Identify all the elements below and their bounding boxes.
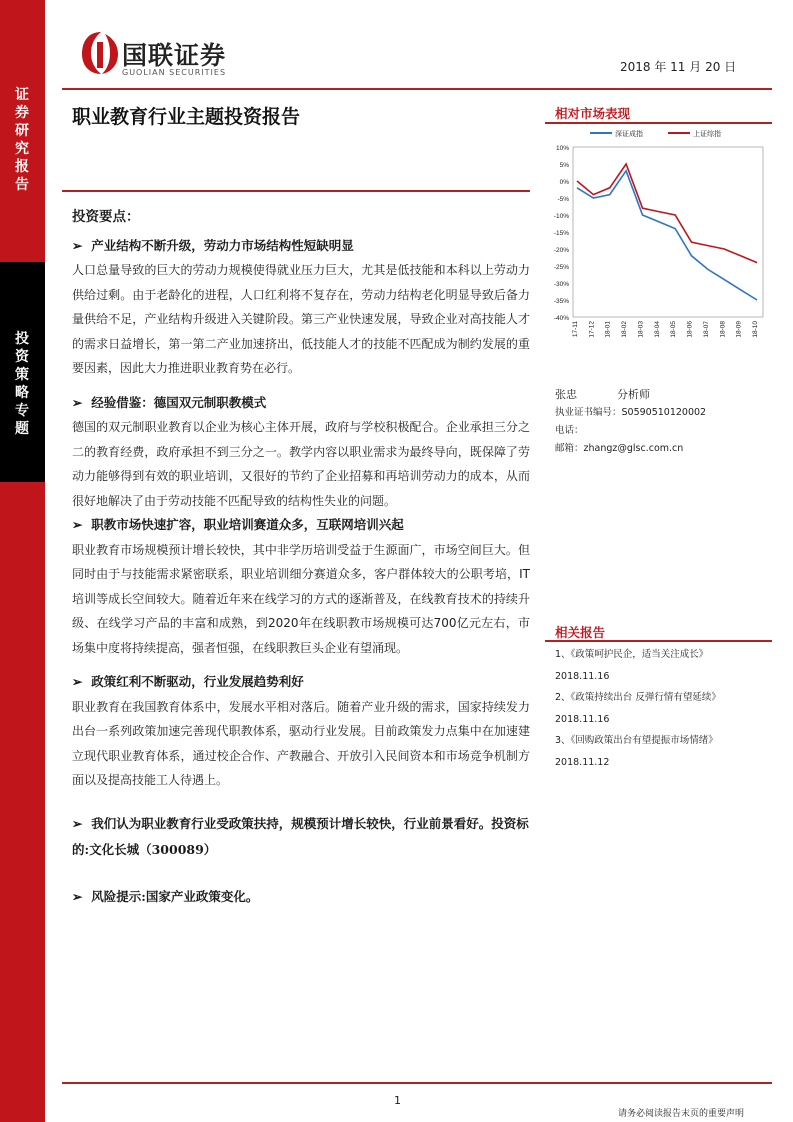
- section-heading: [72, 234, 530, 259]
- legend-label: 上证综指: [693, 130, 721, 138]
- bullet-icon: ➢: [72, 674, 83, 689]
- analyst-email: 邮箱：zhangz@glsc.com.cn: [555, 443, 684, 454]
- bullet-icon: ➢: [72, 888, 83, 904]
- x-tick-label: 17-12: [588, 321, 596, 338]
- page-title: 职业教育行业主题投资报告: [72, 106, 301, 128]
- x-tick-label: 18-04: [653, 321, 661, 338]
- page-number: 1: [394, 1094, 401, 1107]
- sidebar-topic-block: [0, 262, 45, 482]
- x-tick-label: 18-05: [670, 321, 678, 338]
- market-title-rule: [545, 122, 772, 124]
- risk-text: 风险提示:国家产业政策变化。: [91, 888, 259, 904]
- section-paragraph: 德国的双元制职业教育以企业为核心主体开展，政府与学校积极配合。企业承担三分之二的教育经费，政府承担不到三分之一。教学内容以职业需求为最终导向，既保障了劳动力能够得到有效的职业培训，又很好的节约了企业招募和再培训劳动力的成本，从而很好地解决了由于劳动技能不匹配导致的结构性失业的问题。: [72, 420, 530, 508]
- x-tick-label: 18-06: [686, 321, 694, 338]
- section-title: 产业结构不断升级，劳动力市场结构性短缺明显: [91, 237, 354, 253]
- section-title: 政策红利不断驱动，行业发展趋势利好: [91, 674, 304, 689]
- report-link[interactable]: 3、《回购政策出台有望提振市场情绪》: [555, 735, 718, 746]
- sidebar-topic-label: 投资策略专题: [15, 331, 29, 437]
- header-rule: [62, 88, 772, 90]
- analyst-phone: 电话：: [555, 425, 584, 436]
- section-paragraph: 职业教育在我国教育体系中，发展水平相对落后。随着产业升级的需求，国家持续发力出台一系列政策加速完善现代职教体系，驱动行业发展。目前政策发力点集中在加速建立现代职业教育体系，通过校企合作、产教融合、开放引入民间资本和市场竞争机制方面以及提高技能工人待遇上。: [72, 699, 530, 787]
- sidebar: [0, 0, 45, 1122]
- related-title-rule: [545, 640, 772, 642]
- x-tick-label: 18-07: [702, 321, 710, 338]
- x-tick-label: 18-10: [752, 321, 759, 338]
- section-paragraph: 职业教育市场规模预计增长较快，其中非学历培训受益于生源面广，市场空间巨大。但同时由于与技能需求紧密联系，职业培训细分赛道众多，客户群体较大的公职考培，IT培训等成长空间较大。随着近年来在线学习的方式的逐渐普及，在线教育技术的持续升级、在线学习产品的丰富和成熟，到2020年在线职教市场规模可达700亿元左右，市场集中度将持续提高，强者恒强，在线职教巨头企业有望涌现。: [72, 542, 530, 655]
- section-heading: [72, 670, 530, 695]
- footer-rule: [62, 1082, 772, 1084]
- y-tick-label: 10%: [555, 145, 569, 152]
- y-tick-label: -35%: [553, 298, 569, 305]
- key-points-heading: 投资要点：: [72, 209, 140, 225]
- y-tick-label: -5%: [557, 196, 569, 203]
- bullet-icon: ➢: [72, 394, 83, 410]
- x-tick-label: 17-11: [572, 321, 579, 338]
- section-heading: [72, 391, 530, 416]
- risk-warning: [72, 885, 530, 910]
- section-title: 职教市场快速扩容，职业培训赛道众多，互联网培训兴起: [91, 517, 404, 532]
- y-tick-label: -10%: [553, 213, 569, 220]
- market-performance-title: 相对市场表现: [555, 106, 631, 121]
- x-tick-label: 18-03: [637, 321, 645, 338]
- bullet-icon: ➢: [72, 815, 83, 831]
- report-link[interactable]: 2、《政策持续出台 反弹行情有望延续》: [555, 692, 721, 703]
- sidebar-report-label: 证券研究报告: [15, 87, 29, 193]
- analyst-info: [555, 386, 706, 458]
- y-tick-label: -30%: [553, 281, 569, 288]
- x-tick-label: 18-08: [719, 321, 727, 338]
- related-reports-title: 相关报告: [555, 625, 606, 640]
- analyst-role: 分析师: [617, 388, 650, 401]
- logo-english-text: GUOLIAN SECURITIES: [122, 68, 227, 77]
- x-tick-label: 18-09: [735, 321, 743, 338]
- report-date: 2018 年 11 月 20 日: [620, 60, 737, 74]
- series-line-2: [577, 164, 757, 263]
- report-date: 2018.11.12: [555, 756, 610, 768]
- report-date: 2018.11.16: [555, 713, 610, 725]
- section-heading: [72, 513, 530, 538]
- title-rule: [62, 190, 530, 192]
- guolian-logo-icon: [80, 30, 122, 76]
- y-tick-label: -15%: [553, 230, 569, 237]
- y-tick-label: -20%: [553, 247, 569, 254]
- y-tick-label: -40%: [553, 315, 569, 322]
- y-tick-label: 5%: [559, 162, 569, 169]
- section-paragraph: 人口总量导致的巨大的劳动力规模使得就业压力巨大，尤其是低技能和本科以上劳动力供给过剩。由于老龄化的进程，人口红利将不复存在，劳动力结构老化明显导致后备力量供给不足，产业结构升级进入关键阶段。第三产业快速发展，导致企业对高技能人才的需求日益增长，第一第二产业加速挤出，低技能人才的技能不匹配成为制约发展的重要因素，因此大力推进职业教育势在必行。: [72, 263, 530, 375]
- conclusion-text: 我们认为职业教育行业受政策扶持，规模预计增长较快，行业前景看好。投资标的:文化长城（300089）: [72, 815, 529, 857]
- investment-conclusion: [72, 811, 530, 863]
- bullet-icon: ➢: [72, 237, 83, 253]
- logo-chinese-text: 国联证券: [122, 41, 227, 70]
- y-tick-label: 0%: [559, 179, 569, 186]
- x-tick-label: 18-02: [621, 321, 629, 338]
- section-title: 经验借鉴：德国双元制职教模式: [91, 394, 267, 410]
- disclaimer-note: 请务必阅读报告末页的重要声明: [618, 1109, 745, 1119]
- report-link[interactable]: 1、《政策呵护民企，适当关注成长》: [555, 649, 709, 660]
- market-performance-chart: [545, 125, 772, 350]
- analyst-cert: 执业证书编号：S0590510120002: [555, 407, 707, 418]
- analyst-name: 张忠: [555, 388, 577, 401]
- legend-label: 深证成指: [615, 130, 643, 138]
- report-date: 2018.11.16: [555, 670, 610, 682]
- main-content: [72, 205, 530, 909]
- related-reports-list: [555, 644, 721, 773]
- bullet-icon: ➢: [72, 517, 83, 532]
- x-tick-label: 18-01: [604, 321, 612, 338]
- y-tick-label: -25%: [553, 264, 569, 271]
- plot-frame: [573, 147, 763, 317]
